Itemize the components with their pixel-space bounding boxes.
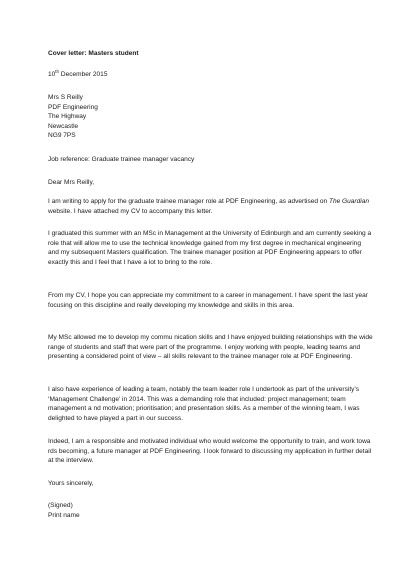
address-line: Mrs S Reilly <box>48 94 83 101</box>
address-line: PDF Engineering <box>48 103 98 111</box>
job-reference: Job reference: Graduate trainee manager vacancy <box>48 156 195 163</box>
paragraph-text: I am writing to apply for the graduate trainee manager role at PDF Engineering, as advertised on <box>48 198 329 205</box>
letter-heading: Cover letter: Masters student <box>48 50 139 57</box>
address-line: The Highway <box>48 113 87 121</box>
paragraph-text: website. I have attached my CV to accompany this letter. <box>48 207 213 215</box>
address-line: Newcastle <box>48 122 79 130</box>
salutation: Dear Mrs Reilly, <box>48 179 95 186</box>
body-paragraph-1 <box>48 197 373 216</box>
body-paragraph-4: My MSc allowed me to develop my commu nication skills and I have enjoyed building relationships with the wide range of students and staff that were part of the programme. I enjoy working with people, leading teams and presenting a considered point of view – all skills relevant to the trainee manager role at PDF Engineering. <box>48 334 373 361</box>
body-paragraph-3: From my CV, I hope you can appreciate my commitment to a career in management. I have spent the last year focusing on this discipline and really developing my knowledge and skills in this area. <box>48 292 368 309</box>
recipient-address <box>48 93 373 141</box>
address-line: NG9 7PS <box>48 132 76 140</box>
publication-name: The Guardian <box>328 198 369 205</box>
body-paragraph-5: I also have experience of leading a team, notably the team leader role I undertook as part of the university’s ‘Management Challenge’ in 2014. This was a demanding role that included: project management; team management a nd motivation; prioritisation; and presentation skills. As a member of the winning team, I was delighted to have played a part in our success. <box>48 386 360 422</box>
date-day: 10 <box>48 71 56 78</box>
letter-date <box>48 70 373 80</box>
date-suffix: th <box>55 68 60 74</box>
signature-block <box>48 501 373 520</box>
body-paragraph-2: I graduated this summer with an MSc in Management at the University of Edinburgh and am currently seeking a role that will allow me to use the technical knowledge gained from my first degree in mechanical engineering and my subsequent Masters qualification. The trainee manager position at PDF Engineering appears to offer exactly this and I feel that I have a lot to bring to the role. <box>48 230 372 266</box>
body-paragraph-6: Indeed, I am a responsible and motivated individual who would welcome the opportunity to train, and work towa rds becoming, a future manager at PDF Engineering. I look forward to discussing my application in further detail at the interview. <box>48 438 372 465</box>
print-name-label: Print name <box>48 511 80 519</box>
closing: Yours sincerely, <box>48 480 94 487</box>
date-rest: December 2015 <box>59 71 108 78</box>
signed-label: (Signed) <box>48 502 73 509</box>
